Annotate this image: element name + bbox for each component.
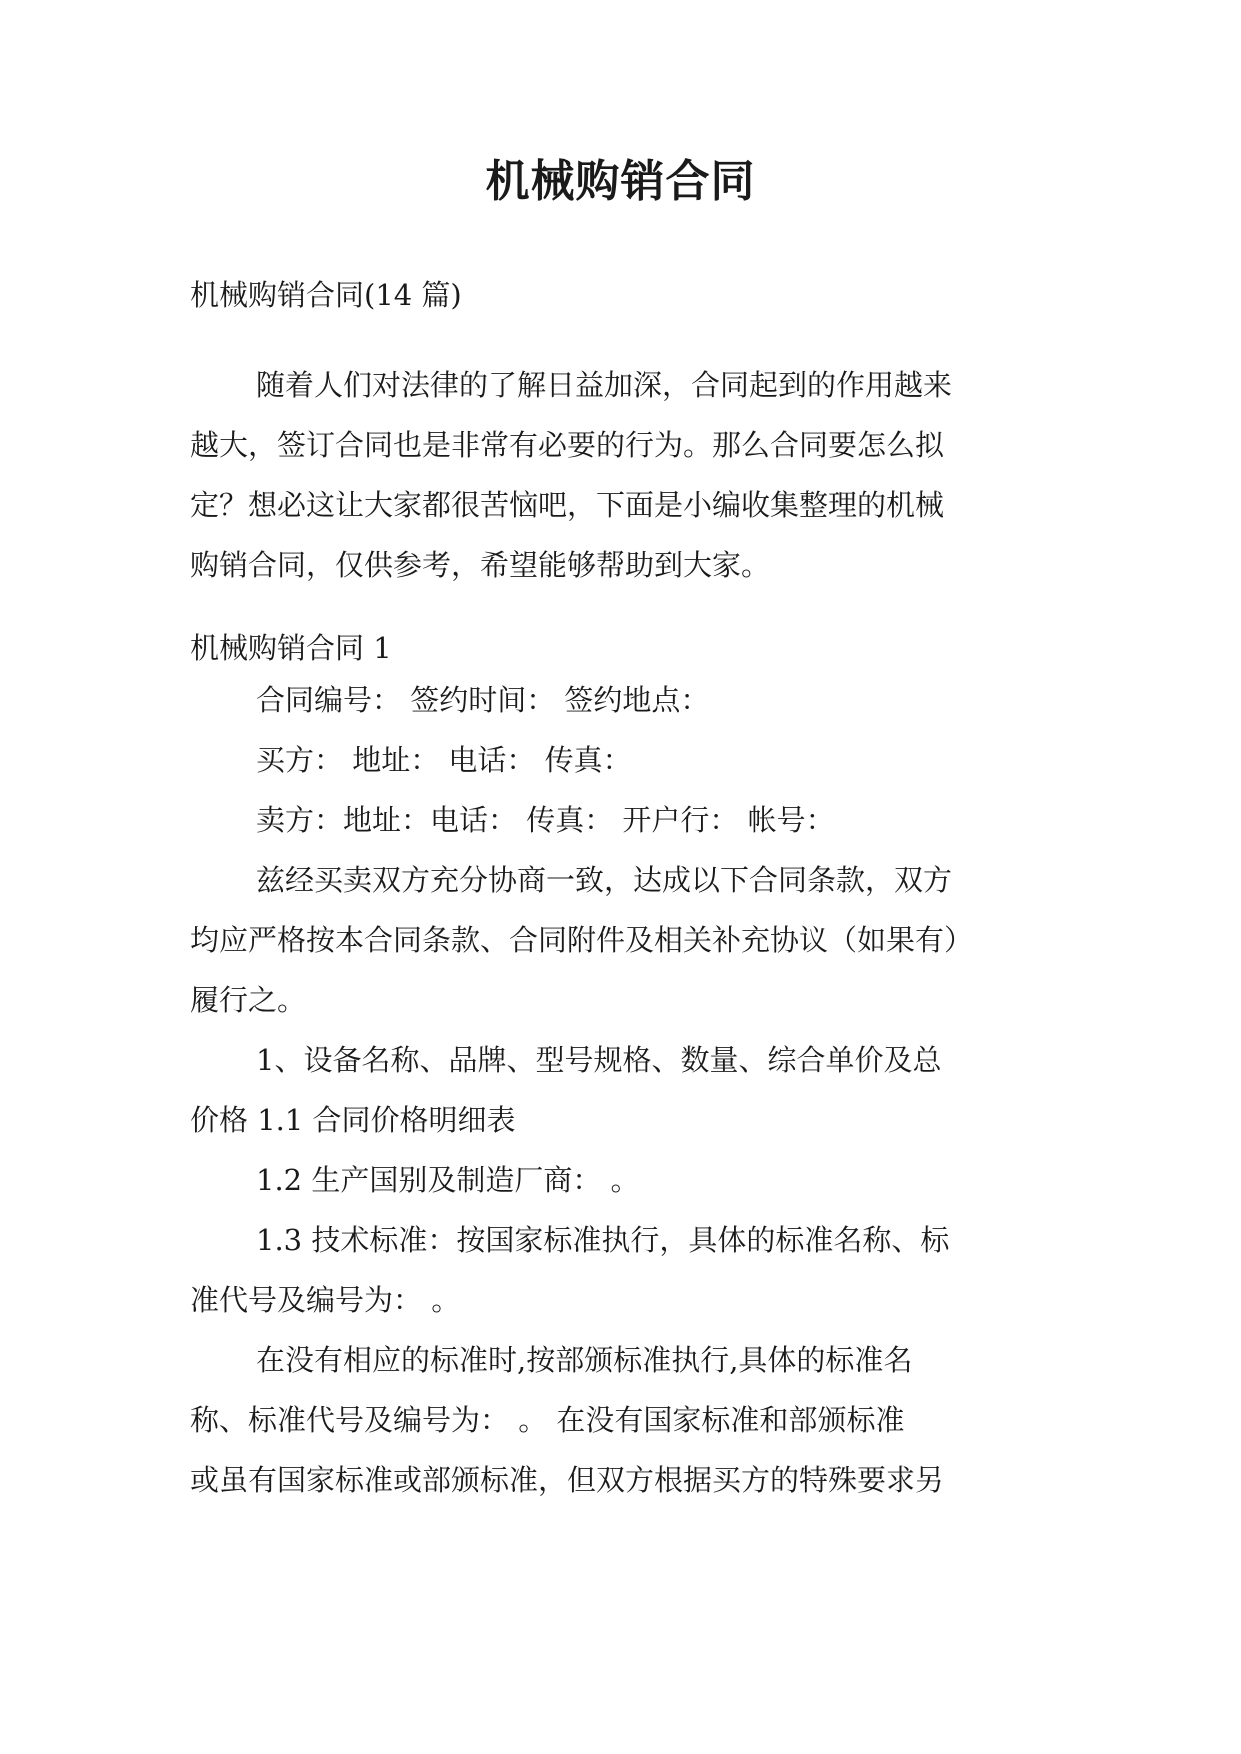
contract-body: [190, 670, 1050, 1510]
body-line: 准代号及编号为： 。: [190, 1283, 461, 1317]
body-line: 买方： 地址： 电话： 传真：: [256, 743, 632, 777]
document-title: 机械购销合同: [485, 156, 756, 207]
intro-line: 购销合同，仅供参考，希望能够帮助到大家。: [190, 548, 771, 582]
body-line: 兹经买卖双方充分协商一致，达成以下合同条款，双方: [256, 863, 953, 897]
body-line: 1.2 生产国别及制造厂商： 。: [256, 1163, 640, 1197]
body-line: 称、标准代号及编号为： 。 在没有国家标准和部颁标准: [190, 1403, 905, 1437]
body-line: 1.3 技术标准：按国家标准执行，具体的标准名称、标: [256, 1223, 950, 1257]
body-line: 或虽有国家标准或部颁标准，但双方根据买方的特殊要求另: [190, 1463, 945, 1497]
body-line: 1、设备名称、品牌、型号规格、数量、综合单价及总: [256, 1043, 942, 1077]
intro-line: 定？想必这让大家都很苦恼吧，下面是小编收集整理的机械: [190, 488, 945, 522]
intro-line: 越大，签订合同也是非常有必要的行为。那么合同要怎么拟: [190, 428, 945, 462]
document-subtitle: 机械购销合同(14 篇): [190, 278, 462, 312]
body-line: 卖方：地址：电话： 传真： 开户行： 帐号：: [256, 803, 835, 837]
body-line: 在没有相应的标准时,按部颁标准执行,具体的标准名: [256, 1343, 913, 1377]
intro-line: 随着人们对法律的了解日益加深，合同起到的作用越来: [256, 368, 953, 402]
intro-paragraph: [190, 355, 1050, 595]
body-line: 履行之。: [190, 983, 307, 1017]
section-heading: 机械购销合同 1: [190, 631, 392, 665]
body-line: 合同编号： 签约时间： 签约地点：: [256, 683, 710, 717]
body-line: 价格 1.1 合同价格明细表: [190, 1103, 516, 1137]
body-line: 均应严格按本合同条款、合同附件及相关补充协议（如果有）: [190, 923, 974, 957]
